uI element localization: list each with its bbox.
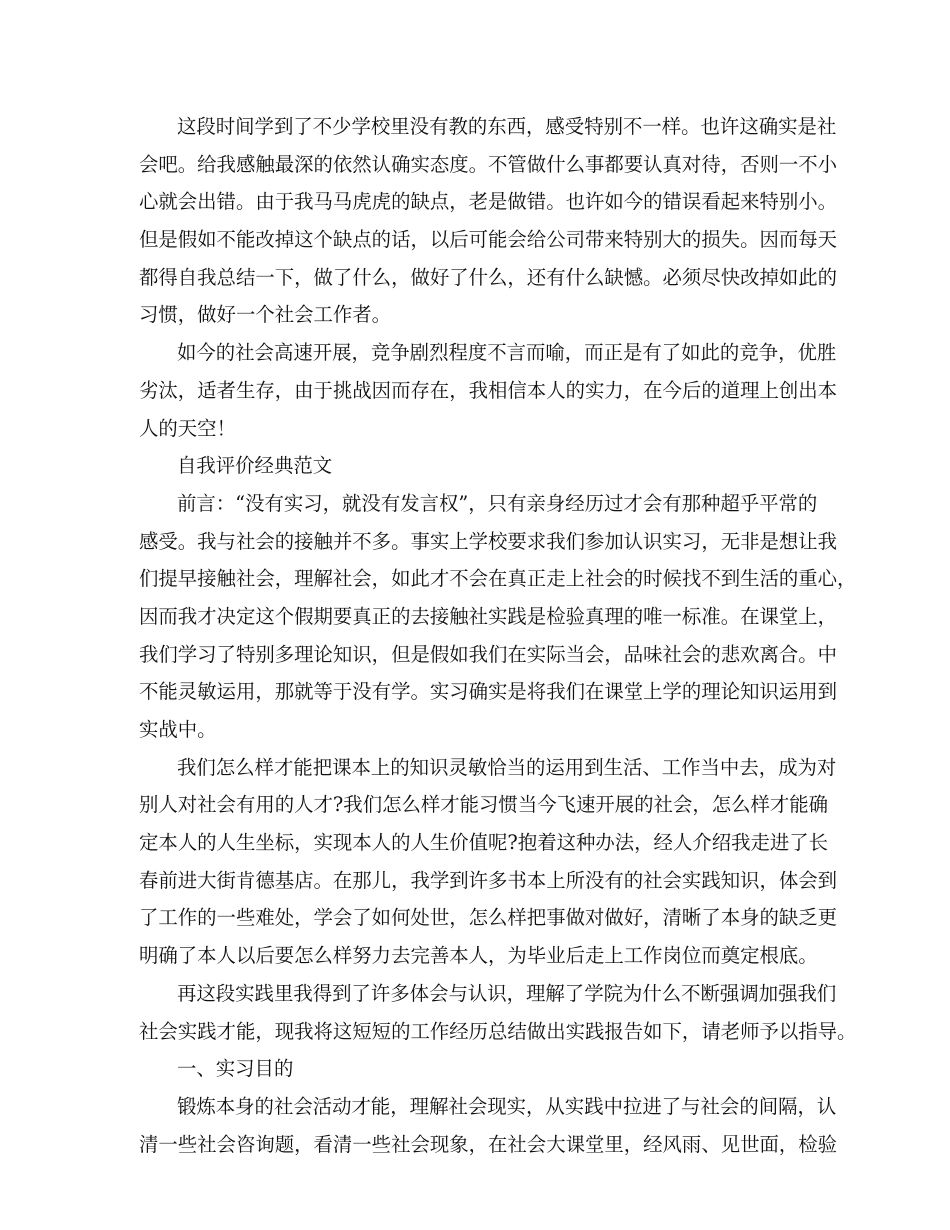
text-line: 社会实践才能，现我将这短短的工作经历总结做出实践报告如下，请老师予以指导。 bbox=[139, 1019, 857, 1043]
text-line: 再这段实践里我得到了许多体会与认识，理解了学院为什么不断强调加强我们 bbox=[177, 981, 837, 1005]
document-body bbox=[139, 108, 857, 1163]
text-line: 习惯，做好一个社会工作者。 bbox=[139, 303, 392, 327]
text-line: 因而我才决定这个假期要真正的去接触社实践是检验真理的唯一标准。在课堂上， bbox=[139, 604, 838, 628]
text-line: 我们怎么样才能把课本上的知识灵敏恰当的运用到生活、工作当中去，成为对 bbox=[177, 755, 837, 779]
text-line: 自我评价经典范文 bbox=[177, 454, 333, 478]
text-line: 们提早接触社会，理解社会，如此才不会在真正走上社会的时候找不到生活的重心， bbox=[139, 567, 857, 591]
text-line: 心就会出错。由于我马马虎虎的缺点，老是做错。也许如今的错误看起来特别小。 bbox=[139, 190, 838, 214]
text-line: 都得自我总结一下，做了什么，做好了什么，还有什么缺憾。必须尽快改掉如此的 bbox=[139, 265, 838, 289]
text-line: 如今的社会高速开展，竞争剧烈程度不言而喻，而正是有了如此的竞争，优胜 bbox=[177, 341, 837, 365]
text-line: 别人对社会有用的人才?我们怎么样才能习惯当今飞速开展的社会，怎么样才能确 bbox=[139, 793, 829, 817]
text-line: 春前进大街肯德基店。在那儿，我学到许多书本上所没有的社会实践知识，体会到 bbox=[139, 868, 838, 892]
text-line: 一、实习目的 bbox=[177, 1057, 294, 1081]
text-line: 前言：“没有实习，就没有发言权”，只有亲身经历过才会有那种超乎平常的 bbox=[177, 491, 818, 515]
text-line: 清一些社会咨询题，看清一些社会现象，在社会大课堂里，经风雨、见世面，检验 bbox=[139, 1132, 838, 1156]
text-line: 人的天空！ bbox=[139, 416, 236, 440]
text-line: 我们学习了特别多理论知识，但是假如我们在实际当会，品味社会的悲欢离合。中 bbox=[139, 642, 838, 666]
text-line: 锻炼本身的社会活动才能，理解社会现实，从实践中拉进了与社会的间隔，认 bbox=[177, 1094, 837, 1118]
text-line: 这段时间学到了不少学校里没有教的东西，感受特别不一样。也许这确实是社 bbox=[177, 115, 837, 138]
text-line: 定本人的人生坐标，实现本人的人生价值呢?抱着这种办法，经人介绍我走进了长 bbox=[139, 831, 829, 855]
text-line: 会吧。给我感触最深的依然认确实态度。不管做什么事都要认真对待，否则一不小 bbox=[139, 152, 838, 176]
text-line: 感受。我与社会的接触并不多。事实上学校要求我们参加认识实习，无非是想让我 bbox=[139, 529, 838, 553]
text-line: 不能灵敏运用，那就等于没有学。实习确实是将我们在课堂上学的理论知识运用到 bbox=[139, 680, 838, 704]
text-line: 明确了本人以后要怎么样努力去完善本人，为毕业后走上工作岗位而奠定根底。 bbox=[139, 944, 818, 968]
text-line: 实战中。 bbox=[139, 718, 217, 741]
text-line: 但是假如不能改掉这个缺点的话，以后可能会给公司带来特别大的损失。因而每天 bbox=[139, 228, 838, 252]
text-line: 劣汰，适者生存，由于挑战因而存在，我相信本人的实力，在今后的道理上创出本 bbox=[139, 378, 838, 402]
text-line: 了工作的一些难处，学会了如何处世，怎么样把事做对做好，清晰了本身的缺乏更 bbox=[139, 906, 838, 930]
